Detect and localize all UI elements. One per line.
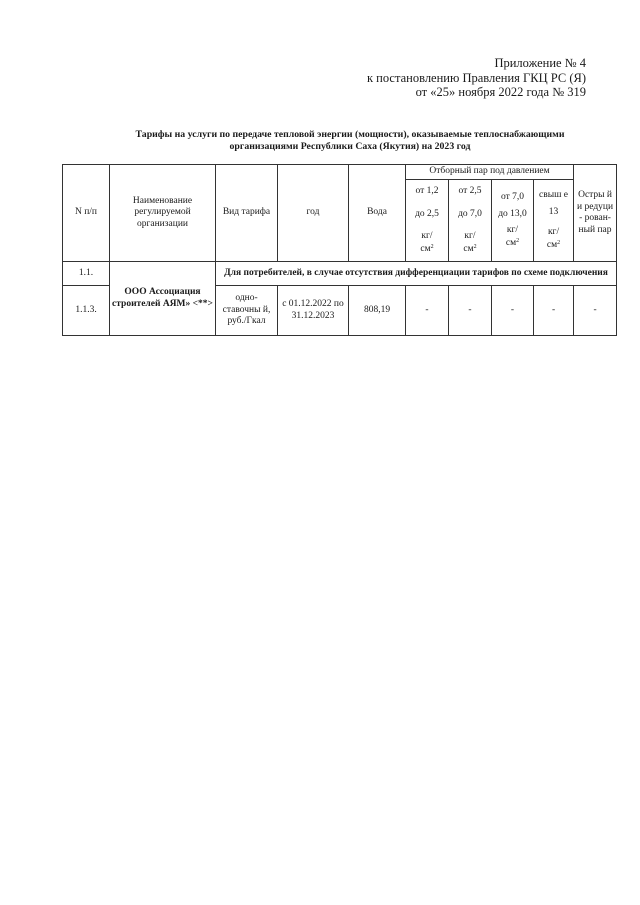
header-type: Вид тарифа xyxy=(216,165,278,262)
steam-col-1-to: до 2,5 xyxy=(415,209,439,219)
steam-col-3-from: от 7,0 xyxy=(500,191,525,202)
row-water: 808,19 xyxy=(349,286,406,336)
header-steam-col-3 xyxy=(492,180,534,262)
tariff-table xyxy=(62,164,617,336)
header-row-1 xyxy=(63,165,617,180)
steam-col-1-from: от 1,2 xyxy=(415,185,439,196)
section-row xyxy=(63,262,617,286)
steam-col-4-from: свыш е xyxy=(539,189,569,200)
org-name: ООО Ассоциация строителей АЯМ» <**> xyxy=(110,262,216,336)
row-steam-3: - xyxy=(492,286,534,336)
steam-col-3-unit2: $см^2$ xyxy=(505,238,520,248)
title-line-2: организациями Республики Саха (Якутия) на 2023 год xyxy=(229,141,471,152)
section-num: 1.1. xyxy=(63,262,110,286)
header-steam-group: Отборный пар под давлением xyxy=(406,165,574,180)
steam-col-4-unit: кг/ xyxy=(547,226,560,237)
section-text: Для потребителей, в случае отсутствия дифференциации тарифов по схеме подключения xyxy=(216,262,617,286)
row-steam-4: - xyxy=(534,286,574,336)
steam-col-2-to: до 7,0 xyxy=(458,209,482,219)
steam-col-4-unit2: $см^2$ xyxy=(546,240,561,250)
header-steam-col-2 xyxy=(449,180,492,262)
appendix-decree: к постановлению Правления ГКЦ РС (Я) xyxy=(366,70,586,85)
appendix-header xyxy=(367,56,586,100)
row-type: одно-ставочны й, руб./Гкал xyxy=(216,286,278,336)
header-year: год xyxy=(278,165,349,262)
row-live-steam: - xyxy=(574,286,617,336)
header-live-steam: Остры й и редуци - рован- ный пар xyxy=(574,165,617,262)
row-steam-2: - xyxy=(449,286,492,336)
steam-col-3-to: до 13,0 xyxy=(498,209,527,219)
row-year: с 01.12.2022 по 31.12.2023 xyxy=(278,286,349,336)
document-title xyxy=(60,129,640,153)
title-line-1: Тарифы на услуги по передаче тепловой энергии (мощности), оказываемые теплоснабжающими xyxy=(135,129,565,140)
steam-col-2-from: от 2,5 xyxy=(458,185,482,196)
steam-col-2-unit2: $см^2$ xyxy=(463,244,477,254)
row-steam-1: - xyxy=(406,286,449,336)
appendix-number: Приложение № 4 xyxy=(494,56,586,70)
steam-col-3-unit: кг/ xyxy=(506,224,519,235)
steam-col-1-unit: кг/ xyxy=(421,230,433,241)
steam-col-2-unit: кг/ xyxy=(464,230,476,241)
steam-col-1-unit2: $см^2$ xyxy=(420,244,434,254)
row-num: 1.1.3. xyxy=(63,286,110,336)
steam-col-4-to: 13 xyxy=(548,207,559,217)
header-water: Вода xyxy=(349,165,406,262)
header-num: N п/п xyxy=(63,165,110,262)
appendix-date: от «25» ноября 2022 года № 319 xyxy=(415,85,586,99)
header-steam-col-1 xyxy=(406,180,449,262)
header-org: Наименование регулируемой организации xyxy=(110,165,216,262)
header-steam-col-4 xyxy=(534,180,574,262)
